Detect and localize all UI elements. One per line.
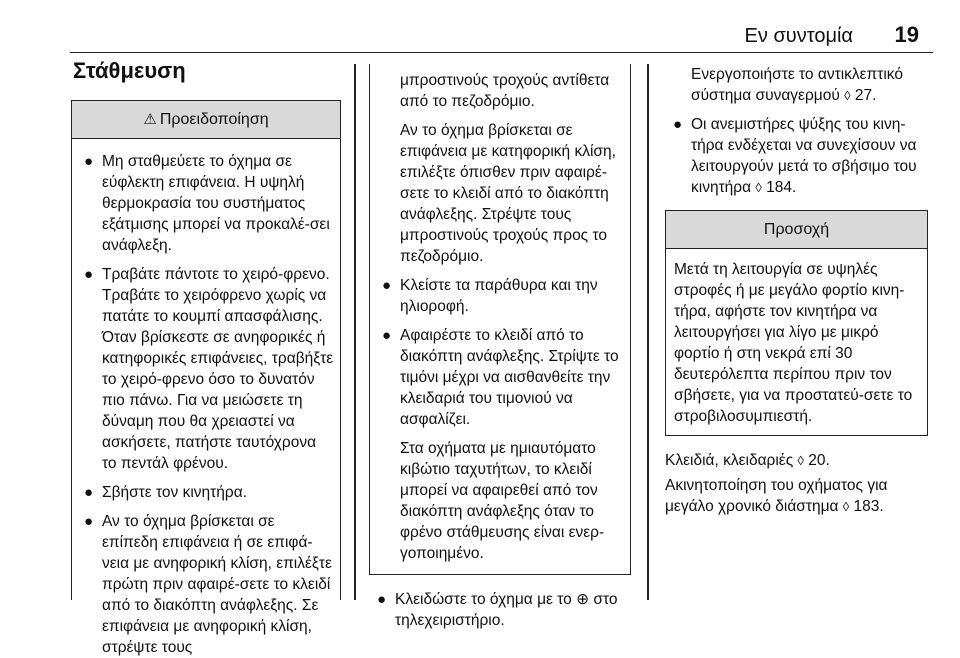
list-item: ● Τραβάτε πάντοτε το χειρό-φρενο. Τραβάτε το χειρόφρενο χωρίς να πατάτε το κουμπί απασφάλισης. Όταν βρίσκεστε σε ανηφορικές ή κατηφορικές επιφάνειες, τραβήξτε το χειρό-φρενο όσο το δυνατόν πιο πάνω. Για να μειώσετε τη δύναμη που θα χρειαστεί να ασκήσετε, πατήστε ταυτόχρονα το πεντάλ φρένου. bbox=[84, 266, 334, 472]
column-divider bbox=[354, 64, 356, 600]
page-header bbox=[70, 0, 933, 53]
bullet-icon: ● bbox=[673, 116, 683, 133]
list-item: ● Κλείστε τα παράθυρα και την ηλιοροφή. bbox=[382, 277, 598, 315]
list-item: ● Μη σταθμεύετε το όχημα σε εύφλεκτη επιφάνεια. Η υψηλή θερμοκρασία του συστήματος εξάτμισης μπορεί να προκαλέ-σει ανάφλεξη. bbox=[84, 153, 330, 254]
keys-reference: Κλειδιά, κλειδαριές ◊ 20. bbox=[665, 452, 830, 469]
caution-heading: Προσοχή bbox=[666, 211, 927, 249]
page-ref-icon: ◊ bbox=[755, 180, 762, 195]
page-ref-icon: ◊ bbox=[842, 499, 850, 514]
warning-continued-list bbox=[378, 275, 624, 430]
page-ref-icon: ◊ bbox=[844, 88, 851, 103]
warning-continued-text: μπροστινούς τροχούς αντίθετα από το πεζοδρόμιο. bbox=[400, 72, 610, 110]
warning-list bbox=[72, 139, 340, 658]
bullet-icon: ● bbox=[382, 327, 392, 344]
page-title: Στάθμευση bbox=[73, 58, 186, 83]
bullet-icon: ● bbox=[84, 153, 94, 170]
alarm-text: Ενεργοποιήστε το αντικλεπτικό σύστημα συναγερμού ◊ 27. bbox=[691, 66, 903, 104]
warning-box bbox=[71, 100, 341, 656]
bullet-icon: ● bbox=[377, 591, 387, 608]
warning-heading: ⚠ Προειδοποίηση bbox=[72, 101, 340, 139]
warning-continued-subtext: Στα οχήματα με ημιαυτόματο κιβώτιο ταχυτήτων, το κλειδί μπορεί να αφαιρεθεί από τον διακόπτη ανάφλεξης όταν το φρένο στάθμευσης είναι ενερ-γοποιημένο. bbox=[400, 440, 605, 562]
warning-box-continued bbox=[369, 64, 631, 575]
bullet-icon: ● bbox=[382, 277, 392, 294]
lock-button-icon: ⊕ bbox=[576, 591, 590, 608]
warning-continued-paragraph: Αν το όχημα βρίσκεται σε επιφάνεια με κατηφορική κλίση, επιλέξτε όπισθεν πριν αφαιρέ-σετε το κλειδί από το διακόπτη ανάφλεξης. Στρέψτε τους μπροστινούς τροχούς προς το πεζοδρόμιο. bbox=[400, 122, 616, 265]
list-item: ● Σβήστε τον κινητήρα. bbox=[84, 484, 247, 501]
storage-reference: Ακινητοποίηση του οχήματος για μεγάλο χρονικό διάστημα ◊ 183. bbox=[665, 477, 888, 515]
bullet-icon: ● bbox=[84, 266, 94, 283]
caution-text: Μετά τη λειτουργία σε υψηλές στροφές ή με μεγάλο φορτίο κινη-τήρα, αφήστε τον κινητήρα να λειτουργήσει για λίγο με μικρό φορτίο ή στη νεκρά επί 30 δευτερόλεπτα περίπου πριν τον σβήσετε, για να προστατεύ-σετε το στροβιλοσυμπιεστή. bbox=[674, 261, 913, 425]
bullet-icon: ● bbox=[84, 513, 94, 530]
column-divider bbox=[647, 64, 649, 600]
list-item: ● Κλειδώστε το όχημα με το ⊕ στο τηλεχειριστήριο. bbox=[377, 591, 618, 629]
column-right bbox=[665, 64, 928, 517]
list-item: ● Αφαιρέστε το κλειδί από το διακόπτη ανάφλεξης. Στρίψτε το τιμόνι μέχρι να αισθανθείτε την κλειδαριά του τιμονιού να ασφαλίζει. bbox=[382, 327, 619, 428]
page-number: 19 bbox=[894, 22, 919, 47]
list-item: ● Οι ανεμιστήρες ψύξης του κινη-τήρα ενδέχεται να συνεχίσουν να λειτουργούν μετά το σβήσιμο του κινητήρα ◊ 184. bbox=[673, 116, 917, 196]
fans-list bbox=[665, 114, 928, 198]
list-item: ● Αν το όχημα βρίσκεται σε επίπεδη επιφάνεια ή σε επιφά-νεια με ανηφορική κλίση, επιλέξτε πρώτη πριν αφαιρέ-σετε το κλειδί από το διακόπτη ανάφλεξης. Σε επιφάνεια με ανηφορική κλίση, στρέψτε τους bbox=[84, 513, 332, 656]
header-title: Εν συντομία bbox=[744, 25, 853, 47]
page-ref-icon: ◊ bbox=[797, 453, 804, 468]
column-middle bbox=[369, 64, 631, 631]
column-left bbox=[71, 100, 341, 656]
caution-box bbox=[665, 210, 928, 436]
bullet-icon: ● bbox=[84, 484, 94, 501]
lock-list bbox=[369, 589, 631, 631]
warning-triangle-icon: ⚠ bbox=[143, 111, 157, 128]
